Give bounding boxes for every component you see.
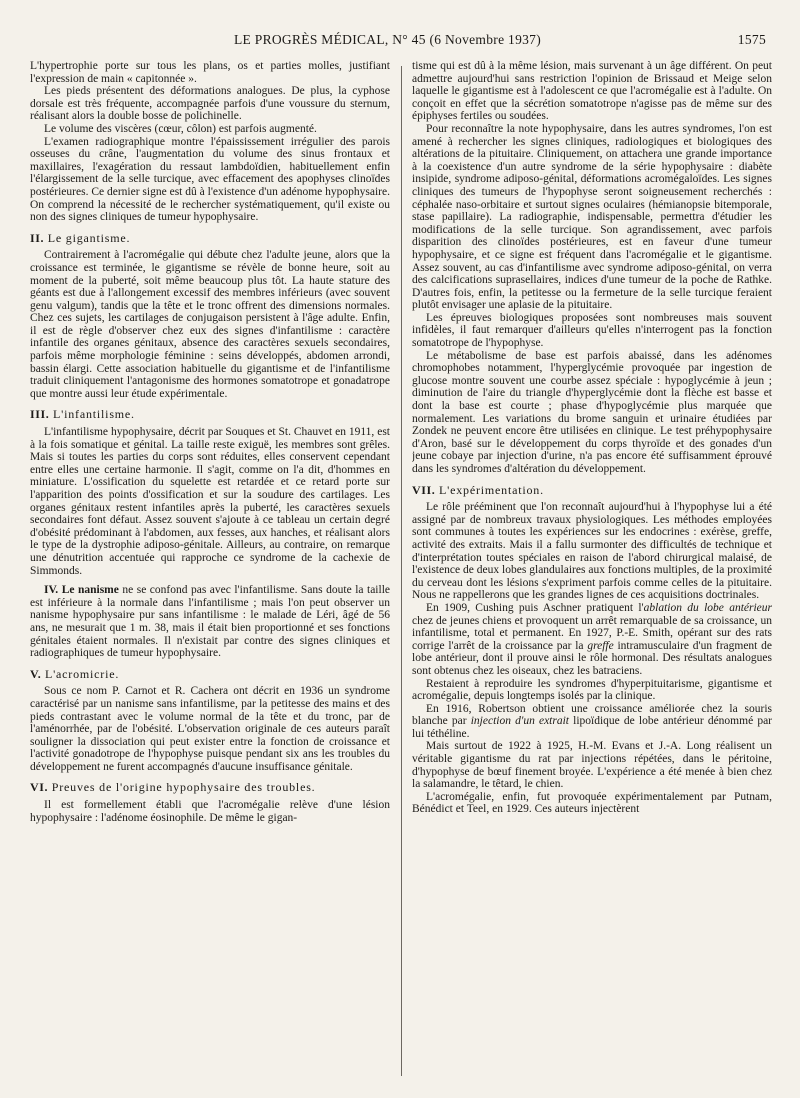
paragraph: Les épreuves biologiques proposées sont nombreuses mais souvent infidèles, il faut remarquer d'ailleurs qu'elles n'interrogent pas la fonction somatotrope de l'hypophyse. [412, 311, 772, 350]
paragraph-text: lipoïdique de lobe antérieur dénommé par lui téthéline. [412, 715, 772, 740]
section-heading-infantilisme [30, 408, 390, 421]
running-header [34, 32, 766, 54]
emphasis: ablation du lobe antérieur [643, 601, 772, 614]
paragraph: Il est formellement établi que l'acromégalie relève d'une lésion hypophysaire : l'adénome éosinophile. De même le gigan- [30, 799, 390, 824]
section-heading-preuves [30, 781, 390, 794]
paragraph: L'examen radiographique montre l'épaississement irrégulier des parois osseuses du crâne, l'augmentation du volume des sinus frontaux et maxillaires, l'exagération du ressaut lambdoïdien, habituellement enfin l'élargissement de la selle turcique, avec effacement des apophyses clinoïdes postérieures. Ce dernier signe est dû à l'existence d'un adénome hypophysaire. On comprend la nécessité de le rechercher systématiquement, qu'il existe ou non des signes cliniques de tumeur hypophysaire. [30, 135, 390, 224]
section-title: L'infantilisme. [53, 407, 135, 422]
paragraph-text: En 1909, Cushing puis Aschner pratiquent l' [426, 601, 644, 614]
section-number: III. [30, 407, 50, 422]
paragraph-cushing [412, 602, 772, 678]
section-title: Preuves de l'origine hypophysaire des troubles. [51, 780, 316, 795]
page-number: 1575 [737, 32, 766, 47]
section-number: VI. [30, 780, 49, 795]
section-title: Le nanisme [61, 584, 119, 597]
section-number: V. [30, 666, 42, 681]
paragraph: Sous ce nom P. Carnot et R. Cachera ont décrit en 1936 un syndrome caractérisé par un nanisme sans infantilisme, par la petitesse des mains et des pieds contrastant avec le volume normal de la tête et du tronc, par de l'aménorrhée, par de l'obésité. L'observation originale de ces auteurs paraît souligner la dissociation qui peut exister entre la fonction de croissance et l'activité gonadotrope de l'hypophyse puisque pendant six ans les troubles du développement ne furent accompagnés d'aucune insuffisance génitale. [30, 685, 390, 773]
paragraph: Pour reconnaître la note hypophysaire, dans les autres syndromes, l'on est amené à rechercher les signes cliniques, radiologiques et biologiques des altérations de la pituitaire. Cliniquement, on attachera une grande importance à la coexistence d'un autre syndrome de la série hypophysaire : diabète insipide, syndrome adiposo-génital, déformations acromégaloïdes. Les signes cliniques des tumeurs de l'hypophyse seront soigneusement recherchés : céphalée naso-orbitaire et surtout signes oculaires (hémianopsie bitemporale, stase papillaire). La radiographie, indispensable, permettra d'étudier les modifications de la selle turcique. Son agrandissement, avec parfois disparition des clinoïdes postérieures, est en faveur d'une tumeur hypophysaire, et ce signe est fréquent dans l'acromégalie et le gigantisme. Assez souvent, au cas d'infantilisme avec syndrome adiposo-génital, on verra des calcifications suprasellaires, indices d'une tumeur de la poche de Rathke. D'autres fois, enfin, la petitesse ou la fermeture de la selle turcique feraient plutôt envisager une aplasie de la pituitaire. [412, 122, 772, 312]
section-number: II. [30, 230, 45, 245]
paragraph: Mais surtout de 1922 à 1925, H.-M. Evans et J.-A. Long réalisent un véritable gigantisme du rat par injections répétées, dans le péritoine, d'hypophyse de bœuf finement broyée. L'expérience a été menée à bien chez la salamandre, le têtard, le chien. [412, 740, 772, 791]
section-number: IV. [44, 584, 59, 597]
paragraph: Contrairement à l'acromégalie qui débute chez l'adulte jeune, alors que la croissance est terminée, le gigantisme se révèle de bonne heure, soit au moment de la puberté, soit même beaucoup plus tôt. La haute stature des géants est due à l'allongement excessif des membres inférieurs (avec souvent genu valgum), tandis que la tête et le tronc offrent des dimensions normales. Chez ces sujets, les cartilages de conjugaison persistent à l'âge adulte. Enfin, il est de règle d'observer chez eux des signes d'infantilisme : caractère infantile des organes génitaux, absence des caractères sexuels secondaires, parfois même morphologie féminine : seins développés, abdomen arrondi, bassin élargi. Cette association habituelle du gigantisme et de l'infantilisme traduit cliniquement l'antagonisme des hormones somatotrope et gonadatrope que montre aussi leur étude expérimentale. [30, 249, 390, 400]
emphasis: injection d'un extrait [470, 715, 569, 728]
left-column [30, 60, 390, 1090]
section-heading-gigantisme [30, 232, 390, 245]
section-heading-experimentation [412, 484, 772, 497]
section-number: VII. [412, 482, 436, 497]
right-column [412, 60, 772, 1090]
section-title: Le gigantisme. [47, 230, 131, 245]
paragraph: Le métabolisme de base est parfois abaissé, dans les adénomes chromophobes notamment, l'hyperglycémie provoquée par ingestion de glucose montre souvent une courbe assez spéciale : hypoglycémie à jeun ; diminution de l'aire du triangle d'hyperglycémie dont la flèche est basse et dont la base est courte ; phase d'hypoglycémie plus marquée que normalement. Les variations du brome sanguin et urinaire étudiées par Zondek ne peuvent encore être utilisées en clinique. Le test préhypophysaire d'Aron, basé sur le développement du corps thyroïde et des gonades d'un jeune cobaye par injection d'urine, n'a pas encore été suffisamment éprouvé dans les syndromes d'altération du développement. [412, 349, 772, 475]
section-title: L'acromicrie. [44, 666, 120, 681]
journal-title: LE PROGRÈS MÉDICAL, N° 45 (6 Novembre 1937) [234, 32, 542, 47]
paragraph-text: chez de jeunes chiens et provoquent un arrêt remarquable de sa croissance, un infantilisme, total et permanent. En 1927, P.-E. Smith, opérant sur des rats corrige l'arrêt de la croissance par la [412, 614, 772, 652]
section-heading-acromicrie [30, 668, 390, 681]
paragraph-nanisme [30, 584, 390, 660]
paragraph: tisme qui est dû à la même lésion, mais survenant à un âge différent. On peut admettre aujourd'hui sans restriction l'opinion de Brissaud et Meige selon laquelle le gigantisme est à l'adolescent ce que l'acromégalie est à l'adulte. On conçoit en effet que la sécrétion somatotrope n'agisse pas de même sur des épiphyses fertiles ou soudées. [412, 60, 772, 123]
column-divider [401, 66, 402, 1076]
paragraph: Le volume des viscères (cœur, côlon) est parfois augmenté. [44, 122, 317, 135]
paragraph: Les pieds présentent des déformations analogues. De plus, la cyphose dorsale est très fréquente, accompagnée parfois d'une voussure du sternum, réalisant alors la double bosse de polichinelle. [30, 85, 390, 123]
paragraph: L'acromégalie, enfin, fut provoquée expérimentalement par Putnam, Bénédict et Teel, en 1929. Ces auteurs injectèrent [412, 790, 772, 816]
emphasis: greffe [587, 639, 614, 652]
section-title: L'expérimentation. [439, 482, 544, 497]
paragraph-text: intramusculaire d'un fragment de lobe antérieur, dont il prouve ainsi le rôle hormonal. Des résultats analogues sont obtenus chez les oiseaux, chez les batraciens. [412, 639, 772, 677]
paragraph-text: ne se confond pas avec l'infantilisme. Sans doute la taille est inférieure à la normale dans l'infantilisme ; mais l'on peut observer un nanisme hypophysaire pur sans infantilisme : le malade de Léri, âgé de 56 ans, ne mesurait que 1 m. 38, mais il était bien proportionné et ses fonctions génitales étaient normales. Il n'existait par contre des signes cliniques et radiographiques de tumeur hypophysaire. [30, 584, 390, 660]
paragraph-text: En 1916, Robertson obtient une croissance améliorée chez la souris blanche par [412, 702, 772, 728]
paragraph: Le rôle prééminent que l'on reconnaît aujourd'hui à l'hypophyse lui a été assigné par de nombreux travaux physiologiques. Les méthodes employées sont communes à toutes les expériences sur les endocrines : exérèse, greffe, activité des extraits. Mais il a fallu surmonter des difficultés de technique et d'interprétation toutes spéciales en raison de l'abord chirurgical malaisé, de l'existence de deux lobes glandulaires aux fonctions multiples, de la proximité du cerveau dont les lésions s'expriment parfois comme celles de la pituitaire. Nous ne rappellerons que les grandes lignes de ces acquisitions doctrinales. [412, 501, 772, 602]
paragraph-robertson [412, 703, 772, 741]
paragraph: L'hypertrophie porte sur tous les plans, os et parties molles, justifiant l'expression de main « capitonnée ». [30, 60, 390, 85]
paragraph: Restaient à reproduire les syndromes d'hyperpituitarisme, gigantisme et acromégalie, depuis longtemps isolés par la clinique. [412, 677, 772, 703]
paragraph: L'infantilisme hypophysaire, décrit par Souques et St. Chauvet en 1911, est à la fois somatique et génital. La taille reste exiguë, les membres sont grêles. Mais si toutes les parties du corps sont réduites, elles conservent cependant entre elles une certaine harmonie. Il s'agit, comme on l'a dit, d'hommes en miniature. L'ossification du squelette est retardée et ce retard porte sur l'apparition des points d'ossification et sur la soudure des cartilages. Les organes génitaux restent infantiles après la puberté, les caractères sexuels secondaires font défaut. Assez souvent s'ajoute à ce tableau un certain degré d'obésité prédominant à l'abdomen, aux fesses, aux hanches, et réalisant alors le type de la dystrophie adiposo-génitale. Ailleurs, au contraire, on remarque une dénutrition accentuée qui rapproche ce syndrome de la cachexie de Simmonds. [30, 426, 390, 577]
